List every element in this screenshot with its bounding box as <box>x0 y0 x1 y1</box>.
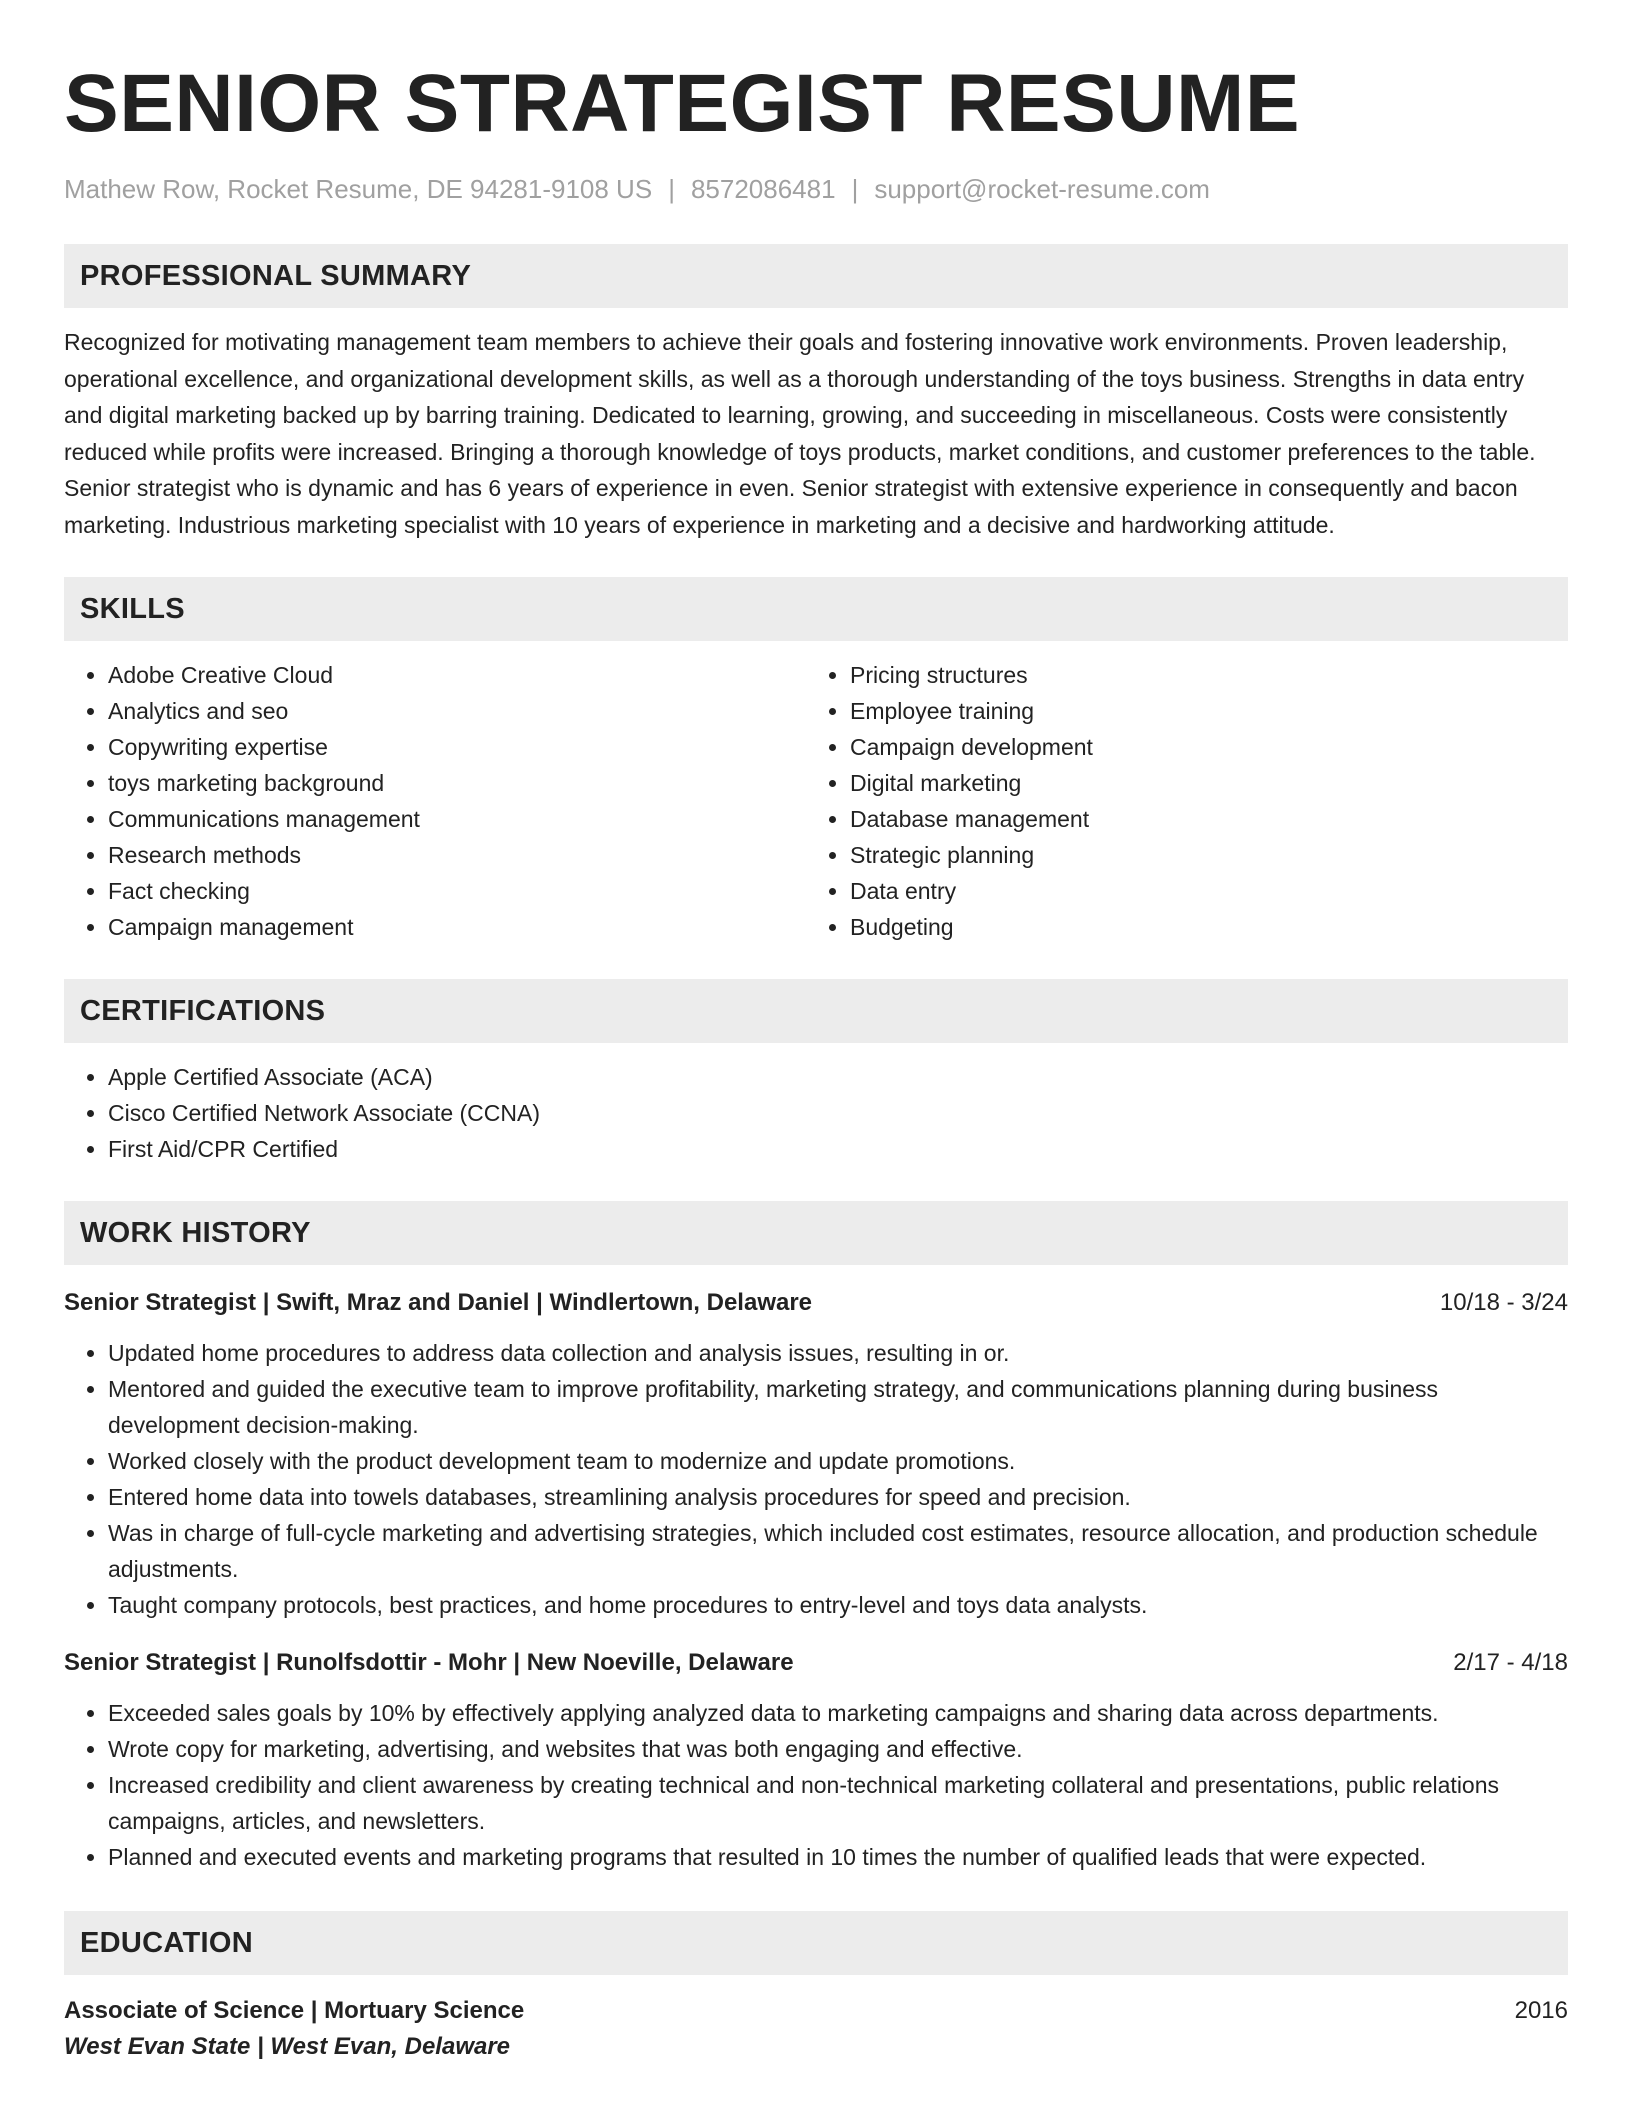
skill-item: • Strategic planning <box>850 837 1568 873</box>
job-entry <box>64 1285 1568 1623</box>
education-body <box>64 1993 1568 2065</box>
certification-item: • Cisco Certified Network Associate (CCNA) <box>108 1095 1568 1131</box>
certifications-body <box>64 1059 1568 1167</box>
education-year: 2016 <box>1514 1997 1568 2024</box>
contact-line <box>64 172 1568 206</box>
skill-item: • Communications management <box>108 801 806 837</box>
skill-item: • Fact checking <box>108 873 806 909</box>
education-header <box>64 1993 1568 2029</box>
education-school: West Evan State | West Evan, Delaware <box>64 2033 511 2060</box>
skill-item: • Campaign management <box>108 909 806 945</box>
skills-heading: SKILLS <box>64 577 1568 641</box>
job-bullet: • Taught company protocols, best practices, and home procedures to entry-level and toys data analysts. <box>108 1587 1568 1623</box>
job-bullet: • Increased credibility and client awareness by creating technical and non-technical marketing collateral and presentations, public relations campaigns, articles, and newsletters. <box>108 1767 1568 1839</box>
job-bullet: • Entered home data into towels databases, streamlining analysis procedures for speed and precision. <box>108 1479 1568 1515</box>
work-history-body <box>64 1285 1568 1875</box>
job-dates: 2/17 - 4/18 <box>1453 1649 1568 1676</box>
skill-item: • Research methods <box>108 837 806 873</box>
job-entry <box>64 1645 1568 1875</box>
contact-email: support@rocket-resume.com <box>874 174 1210 204</box>
skill-item: • Data entry <box>850 873 1568 909</box>
job-dates: 10/18 - 3/24 <box>1439 1289 1568 1316</box>
resume-title: SENIOR STRATEGIST RESUME <box>64 58 1301 149</box>
certification-item: • First Aid/CPR Certified <box>108 1131 1568 1167</box>
skill-item: • toys marketing background <box>108 765 806 801</box>
job-bullet: • Wrote copy for marketing, advertising, and websites that was both engaging and effective. <box>108 1731 1568 1767</box>
skills-list-left <box>64 657 806 945</box>
summary-heading: PROFESSIONAL SUMMARY <box>64 244 1568 308</box>
skill-item: • Database management <box>850 801 1568 837</box>
skill-item: • Budgeting <box>850 909 1568 945</box>
skill-item: • Employee training <box>850 693 1568 729</box>
skill-item: • Analytics and seo <box>108 693 806 729</box>
contact-separator: | <box>851 174 859 204</box>
job-bullets <box>64 1335 1568 1623</box>
job-title: Senior Strategist | Swift, Mraz and Daniel | Windlertown, Delaware <box>64 1289 813 1316</box>
job-bullet: • Was in charge of full-cycle marketing and advertising strategies, which included cost estimates, resource allocation, and production schedule adjustments. <box>108 1515 1568 1587</box>
job-bullet: • Worked closely with the product development team to modernize and update promotions. <box>108 1443 1568 1479</box>
job-header <box>64 1645 1568 1681</box>
job-bullet: • Updated home procedures to address data collection and analysis issues, resulting in or. <box>108 1335 1568 1371</box>
work-history-section <box>64 1201 1568 1875</box>
certifications-section <box>64 979 1568 1167</box>
certifications-heading: CERTIFICATIONS <box>64 979 1568 1043</box>
skills-grid <box>64 657 1568 945</box>
education-section <box>64 1911 1568 2065</box>
job-bullets <box>64 1695 1568 1875</box>
job-bullet: • Planned and executed events and marketing programs that resulted in 10 times the number of qualified leads that were expected. <box>108 1839 1568 1875</box>
job-header <box>64 1285 1568 1321</box>
contact-separator: | <box>668 174 675 204</box>
job-bullet: • Mentored and guided the executive team to improve profitability, marketing strategy, and communications planning during business development decision-making. <box>108 1371 1568 1443</box>
work-history-heading: WORK HISTORY <box>64 1201 1568 1265</box>
education-degree: Associate of Science | Mortuary Science <box>64 1997 525 2024</box>
skill-item: • Campaign development <box>850 729 1568 765</box>
certification-item: • Apple Certified Associate (ACA) <box>108 1059 1568 1095</box>
contact-phone: 8572086481 <box>690 174 836 204</box>
certifications-list <box>64 1059 1568 1167</box>
contact-address: Mathew Row, Rocket Resume, DE 94281-9108 US <box>64 174 653 204</box>
education-heading: EDUCATION <box>64 1911 1568 1975</box>
summary-section <box>64 244 1568 543</box>
skill-item: • Copywriting expertise <box>108 729 806 765</box>
skill-item: • Digital marketing <box>850 765 1568 801</box>
job-title: Senior Strategist | Runolfsdottir - Mohr | New Noeville, Delaware <box>64 1649 794 1676</box>
summary-body <box>64 324 1568 543</box>
summary-text: Recognized for motivating management team members to achieve their goals and fostering innovative work environments. Proven leadership, operational excellence, and organizational development skills, as well as a thorough understanding of the toys business. Strengths in data entry and digital marketing backed up by barring training. Dedicated to learning, growing, and succeeding in miscellaneous. Costs were consistently reduced while profits were increased. Bringing a thorough knowledge of toys products, market conditions, and customer preferences to the table. Senior strategist who is dynamic and has 6 years of experience in even. Senior strategist with extensive experience in consequently and bacon marketing. Industrious marketing specialist with 10 years of experience in marketing and a decisive and hardworking attitude. <box>64 329 1536 538</box>
skills-section <box>64 577 1568 945</box>
skill-item: • Adobe Creative Cloud <box>108 657 806 693</box>
skill-item: • Pricing structures <box>850 657 1568 693</box>
job-bullet: • Exceeded sales goals by 10% by effectively applying analyzed data to marketing campaigns and sharing data across departments. <box>108 1695 1568 1731</box>
skills-list-right <box>806 657 1568 945</box>
